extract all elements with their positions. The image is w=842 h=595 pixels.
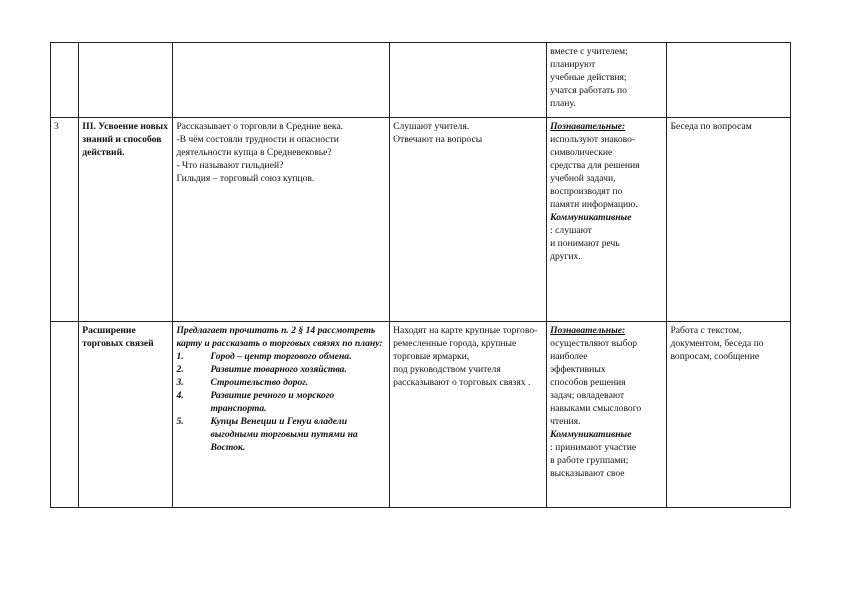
uud-line: задач; овладевают bbox=[550, 390, 625, 401]
cell-number: 3 bbox=[51, 118, 79, 322]
list-item-text: Строительство дорог. bbox=[210, 377, 309, 388]
list-item bbox=[176, 389, 386, 415]
student-line: Находят на карте крупные торгово-ремесленные города, крупные торговые ярмарки, bbox=[393, 325, 538, 362]
uud-line: плану. bbox=[550, 98, 576, 109]
uud-heading: Познавательные: bbox=[550, 121, 626, 132]
uud-line: других. bbox=[550, 251, 581, 262]
uud-heading: Коммуникативные bbox=[550, 212, 632, 223]
uud-heading: Коммуникативные bbox=[550, 429, 632, 440]
table-row bbox=[51, 322, 791, 508]
uud-line: памяти информацию. bbox=[550, 199, 638, 210]
cell-student-activity bbox=[390, 322, 547, 508]
list-item-text: Купцы Венеции и Генуи владели выгодными торговыми путями на Восток. bbox=[210, 416, 358, 453]
table-row bbox=[51, 43, 791, 118]
uud-line: наиболее bbox=[550, 351, 588, 362]
uud-line: способов решения bbox=[550, 377, 626, 388]
teacher-line: -В чём состояли трудности и опасности деятельности купца в Средневековье? bbox=[176, 134, 339, 158]
uud-line: навыками смыслового bbox=[550, 403, 642, 414]
cell-number bbox=[51, 322, 79, 508]
uud-heading: Познавательные: bbox=[550, 325, 626, 336]
list-item-number: 5. bbox=[176, 416, 184, 427]
cell-stage bbox=[79, 43, 173, 118]
uud-line: средства для решения bbox=[550, 160, 640, 171]
list-item-text: Развитие речного и морского транспорта. bbox=[210, 390, 335, 414]
list-item bbox=[176, 415, 386, 454]
cell-number bbox=[51, 43, 79, 118]
list-item bbox=[176, 363, 386, 376]
cell-form: Беседа по вопросам bbox=[667, 118, 791, 322]
cell-stage: Расширение торговых связей bbox=[79, 322, 173, 508]
cell-uud bbox=[547, 322, 667, 508]
student-line: под руководством учителя рассказывают о торговых связях . bbox=[393, 364, 531, 388]
cell-teacher-activity bbox=[173, 322, 390, 508]
teacher-intro: Предлагает прочитать п. 2 § 14 рассмотреть карту и рассказать о торговых связях по плану: bbox=[176, 325, 383, 349]
cell-student-activity bbox=[390, 118, 547, 322]
uud-line: учебной задачи, bbox=[550, 173, 616, 184]
uud-line: планируют bbox=[550, 59, 596, 70]
lesson-plan-table bbox=[50, 42, 791, 508]
cell-form bbox=[667, 43, 791, 118]
uud-line: осуществляют выбор bbox=[550, 338, 638, 349]
uud-line: : слушают bbox=[550, 225, 592, 236]
list-item-number: 3. bbox=[176, 377, 184, 388]
cell-stage: III. Усвоение новых знаний и способов действий. bbox=[79, 118, 173, 322]
uud-line: учатся работать по bbox=[550, 85, 627, 96]
teacher-line: - Что называют гильдией? bbox=[176, 160, 284, 171]
uud-line: воспроизводят по bbox=[550, 186, 623, 197]
uud-line: в работе группами; bbox=[550, 455, 629, 466]
list-item-text: Развитие товарного хозяйства. bbox=[210, 364, 347, 375]
table-row bbox=[51, 118, 791, 322]
list-item-number: 2. bbox=[176, 364, 184, 375]
uud-line: : принимают участие bbox=[550, 442, 637, 453]
uud-line: высказывают свое bbox=[550, 468, 625, 479]
teacher-line: Рассказывает о торговли в Средние века. bbox=[176, 121, 344, 132]
uud-line: учебные действия; bbox=[550, 72, 627, 83]
cell-form: Работа с текстом, документом, беседа по вопросам, сообщение bbox=[667, 322, 791, 508]
list-item-text: Город – центр торгового обмена. bbox=[210, 351, 352, 362]
teacher-line: Гильдия – торговый союз купцов. bbox=[176, 173, 315, 184]
list-item bbox=[176, 376, 386, 389]
uud-line: используют знаково- bbox=[550, 134, 636, 145]
list-item-number: 1. bbox=[176, 351, 184, 362]
cell-teacher-activity bbox=[173, 118, 390, 322]
uud-line: эффективных bbox=[550, 364, 606, 375]
list-item-number: 4. bbox=[176, 390, 184, 401]
student-line: Отвечают на вопросы bbox=[393, 134, 483, 145]
uud-line: и понимают речь bbox=[550, 238, 620, 249]
list-item bbox=[176, 350, 386, 363]
uud-line: символические bbox=[550, 147, 613, 158]
cell-student-activity bbox=[390, 43, 547, 118]
uud-line: вместе с учителем; bbox=[550, 46, 628, 57]
cell-uud bbox=[547, 118, 667, 322]
cell-uud bbox=[547, 43, 667, 118]
cell-teacher-activity bbox=[173, 43, 390, 118]
uud-line: чтения. bbox=[550, 416, 581, 427]
student-line: Слушают учителя. bbox=[393, 121, 470, 132]
